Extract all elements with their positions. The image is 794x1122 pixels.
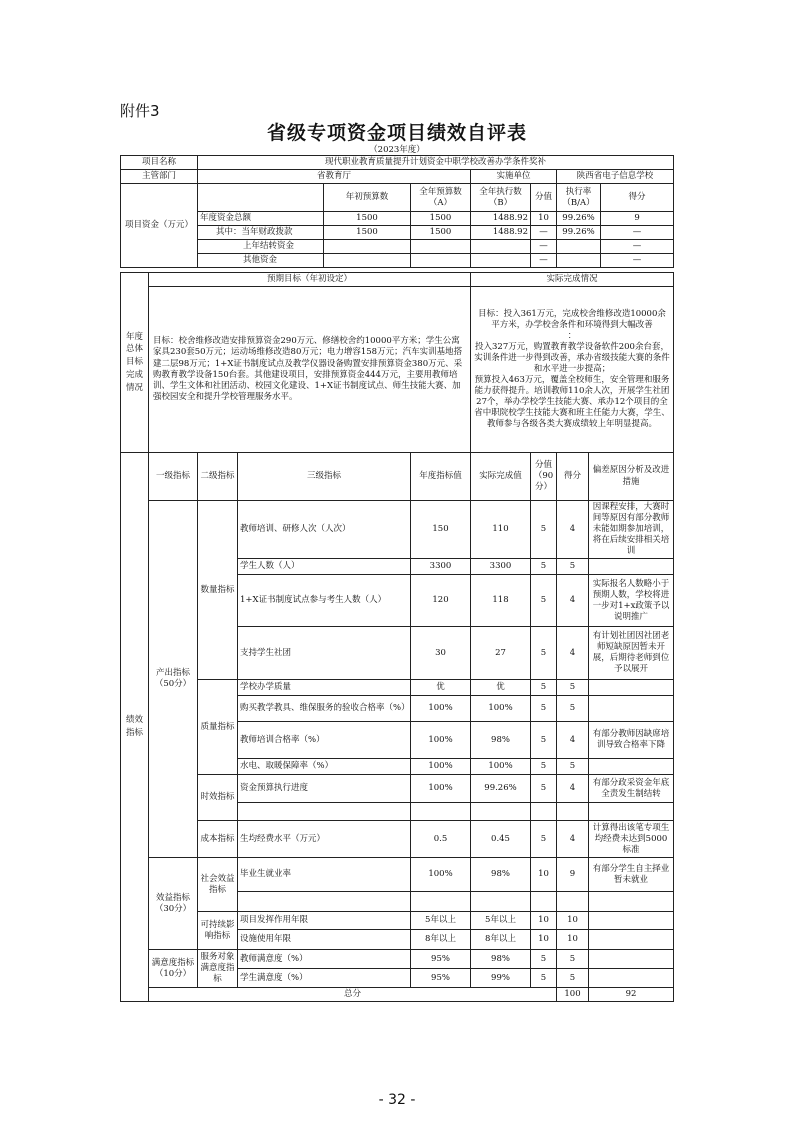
funds-row-score-value: —: [531, 254, 557, 268]
indicator-reason: 有计划社团因社团老师短缺原因暂未开展，后期待老师到位予以展开: [589, 627, 674, 680]
indicator-score: [557, 803, 589, 821]
indicator-score: 5: [557, 559, 589, 575]
indicator-score-value: 5: [531, 680, 557, 696]
funds-row-initial: 1500: [324, 226, 411, 240]
funds-row-annual: 1500: [411, 212, 471, 226]
funds-row-rate: [557, 240, 601, 254]
table-row: [121, 775, 674, 803]
attachment-label: 附件3: [120, 102, 160, 120]
dept-value: 省教育厅: [198, 170, 471, 184]
expected-goal-text: 目标：校舍维修改造安排预算资金290万元、修缮校舍约10000平方米；学生公寓家具230套50万元；运动场维修改造80万元；电力增容158万元；汽车实训基地搭建二层98万元；1+X证书制度试点及教学仪器设备购置安排预算资金380万元、采购教育教学设备150台套。其他建设项目，安排预算资金444万元，主要用教师培训、学生文体和社团活动、校园文化建设、1+X证书制度试点、师生技能大赛、加强校园安全和提升学校管理服务水平。: [149, 287, 471, 453]
total-score: 92: [589, 988, 674, 1002]
funds-row-rate: 99.26%: [557, 226, 601, 240]
indicator-score-value: 5: [531, 821, 557, 858]
header-level2: 二级指标: [198, 453, 238, 501]
indicator-name: 生均经费水平（万元）: [238, 821, 411, 858]
indicator-target: 100%: [411, 722, 471, 759]
indicator-target: [411, 803, 471, 821]
funds-row-rate: 99.26%: [557, 212, 601, 226]
group-service: 服务对象满意度指标: [198, 950, 238, 988]
total-score-value: 100: [557, 988, 589, 1002]
funds-row: [121, 240, 674, 254]
funds-row-initial: [324, 254, 411, 268]
funds-header-rate: 执行率（B/A）: [557, 184, 601, 212]
funds-row-executed: 1488.92: [471, 212, 531, 226]
expected-header: 预期目标（年初设定）: [149, 273, 471, 287]
indicator-score-value: 5: [531, 775, 557, 803]
indicator-target: 95%: [411, 969, 471, 988]
indicator-name: 资金预算执行进度: [238, 775, 411, 803]
header-score: 得分: [557, 453, 589, 501]
indicator-score-value: 5: [531, 969, 557, 988]
indicator-actual: 99.26%: [471, 775, 531, 803]
funds-row-name: 上年结转资金: [198, 240, 324, 254]
indicator-name: 教师培训合格率（%）: [238, 722, 411, 759]
indicator-score: 5: [557, 969, 589, 988]
indicator-name: [238, 803, 411, 821]
indicator-name: 教师培训、研修人次（人次）: [238, 501, 411, 559]
indicator-name: [238, 892, 411, 912]
indicator-name: 购买教学教具、维保服务的验收合格率（%）: [238, 696, 411, 722]
indicator-target: [411, 892, 471, 912]
indicator-score-value: [531, 892, 557, 912]
indicator-target: 100%: [411, 858, 471, 892]
funds-row-score-value: —: [531, 240, 557, 254]
indicator-actual: 27: [471, 627, 531, 680]
indicator-actual: 优: [471, 680, 531, 696]
indicator-actual: 98%: [471, 858, 531, 892]
indicator-name: 学生人数（人）: [238, 559, 411, 575]
indicator-target: 5年以上: [411, 912, 471, 930]
indicator-score-value: 10: [531, 858, 557, 892]
funds-row-executed: [471, 254, 531, 268]
funds-row-score: —: [601, 254, 674, 268]
indicator-target: 3300: [411, 559, 471, 575]
funds-row-annual: [411, 254, 471, 268]
group-satisfaction: 满意度指标（10分）: [149, 950, 198, 988]
project-name-label: 项目名称: [121, 156, 198, 170]
funds-row-executed: [471, 240, 531, 254]
group-quantity: 数量指标: [198, 501, 238, 680]
group-quality: 质量指标: [198, 680, 238, 775]
indicator-actual: [471, 803, 531, 821]
indicator-target: 30: [411, 627, 471, 680]
indicators-section-label: 绩效指标: [121, 453, 149, 1002]
actual-paragraph: ：: [567, 330, 577, 341]
indicator-name: 设施使用年限: [238, 930, 411, 950]
funds-row-name: 其他资金: [198, 254, 324, 268]
funds-row-rate: [557, 254, 601, 268]
indicator-target: 8年以上: [411, 930, 471, 950]
actual-paragraph: 27个，举办学校学生技能大赛、承办12个项目的全省中职院校学生技能大赛和班主任能力大赛，学生、教师参与各级各类大赛成绩较上年明显提高。: [474, 397, 670, 430]
funds-header-initial: 年初预算数: [324, 184, 411, 212]
goals-table: [120, 272, 674, 453]
indicator-target: 95%: [411, 950, 471, 969]
indicator-score: 5: [557, 680, 589, 696]
document-year: （2023年度）: [369, 145, 425, 155]
header-actual: 实际完成值: [471, 453, 531, 501]
funds-header-executed: 全年执行数（B）: [471, 184, 531, 212]
indicator-actual: 100%: [471, 696, 531, 722]
indicator-actual: 118: [471, 575, 531, 627]
header-score-value: 分值（90分）: [531, 453, 557, 501]
funds-row-score: 9: [601, 212, 674, 226]
funds-row: [121, 226, 674, 240]
indicator-target: 100%: [411, 696, 471, 722]
header-level3: 三级指标: [238, 453, 411, 501]
indicator-name: 毕业生就业率: [238, 858, 411, 892]
indicators-table: [120, 452, 674, 1002]
actual-completion: [471, 287, 674, 453]
indicator-target: 100%: [411, 759, 471, 775]
indicator-reason: 有部分学生自主择业暂未就业: [589, 858, 674, 892]
group-cost: 成本指标: [198, 821, 238, 858]
indicator-reason: [589, 759, 674, 775]
header-reason: 偏差原因分析及改进措施: [589, 453, 674, 501]
indicator-reason: [589, 803, 674, 821]
funds-row-initial: [324, 240, 411, 254]
indicator-name: 支持学生社团: [238, 627, 411, 680]
header-level1: 一级指标: [149, 453, 198, 501]
group-sustain: 可持续影响指标: [198, 912, 238, 950]
indicator-actual: 98%: [471, 722, 531, 759]
indicator-score-value: 5: [531, 575, 557, 627]
indicator-reason: 实际报名人数略小于预期人数，学校将进一步对1+x政策予以说明推广: [589, 575, 674, 627]
document-title: 省级专项资金项目绩效自评表: [266, 122, 527, 144]
table-row: [121, 858, 674, 892]
indicator-score: 5: [557, 696, 589, 722]
funds-row-annual: [411, 240, 471, 254]
indicator-score: 4: [557, 722, 589, 759]
indicator-actual: 3300: [471, 559, 531, 575]
funds-table: [120, 155, 674, 268]
table-row: [121, 501, 674, 559]
funds-row-score: —: [601, 226, 674, 240]
indicator-score-value: 5: [531, 759, 557, 775]
dept-label: 主管部门: [121, 170, 198, 184]
indicator-reason: 计算得出该笔专项生均经费未达到5000标准: [589, 821, 674, 858]
actual-paragraph: 投入327万元，购置教育教学设备软件200余台套，实训条件进一步得到改善，承办省级技能大赛的条件和水平进一步提高；: [474, 341, 670, 375]
unit-value: 陕西省电子信息学校: [557, 170, 674, 184]
indicator-score-value: 5: [531, 501, 557, 559]
indicator-score: 4: [557, 821, 589, 858]
group-timeliness: 时效指标: [198, 775, 238, 821]
indicator-reason: 因课程安排，大赛时间等原因有部分教师未能如期参加培训，将在后续安排相关培训: [589, 501, 674, 559]
indicator-score: 9: [557, 858, 589, 892]
indicator-score: [557, 892, 589, 912]
indicator-reason: [589, 912, 674, 930]
actual-paragraph: 预算投入463万元，覆盖全校师生，安全管理和服务能力获得提升。培训教师110余人次，开展学生社团: [474, 375, 670, 397]
indicator-target: 优: [411, 680, 471, 696]
indicator-score: 4: [557, 775, 589, 803]
indicator-reason: [589, 892, 674, 912]
indicator-actual: 5年以上: [471, 912, 531, 930]
table-row: [121, 821, 674, 858]
indicator-score: 10: [557, 930, 589, 950]
indicator-reason: 有部分政采资金年底全责发生制结转: [589, 775, 674, 803]
page-number: - 32 -: [378, 1092, 416, 1108]
goals-label: 年度总体目标完成情况: [121, 273, 149, 453]
actual-paragraph: 目标：投入361万元，完成校舍维修改造10000余平方米，办学校舍条件和环境得到大幅改善: [478, 308, 666, 330]
table-row: [121, 912, 674, 930]
indicator-actual: 0.45: [471, 821, 531, 858]
funds-row-initial: 1500: [324, 212, 411, 226]
indicator-actual: [471, 892, 531, 912]
table-row: [121, 680, 674, 696]
funds-row: [121, 212, 674, 226]
indicator-score-value: [531, 803, 557, 821]
funds-row: [121, 254, 674, 268]
indicator-name: 学校办学质量: [238, 680, 411, 696]
group-social: 社会效益指标: [198, 858, 238, 912]
indicator-score: 4: [557, 627, 589, 680]
indicator-reason: [589, 696, 674, 722]
indicator-score-value: 10: [531, 912, 557, 930]
indicator-target: 100%: [411, 775, 471, 803]
project-name: 现代职业教育质量提升计划资金中职学校改善办学条件奖补: [198, 156, 674, 170]
funds-label: 项目资金（万元）: [121, 184, 198, 268]
indicator-score-value: 5: [531, 559, 557, 575]
group-benefit: 效益指标（30分）: [149, 858, 198, 950]
unit-label: 实施单位: [471, 170, 557, 184]
indicator-name: 1+X证书制度试点参与考生人数（人）: [238, 575, 411, 627]
indicator-name: 学生满意度（%）: [238, 969, 411, 988]
indicator-reason: 有部分教师因缺席培训导致合格率下降: [589, 722, 674, 759]
funds-header-empty: [198, 184, 324, 212]
funds-header-score: 得分: [601, 184, 674, 212]
indicator-actual: 110: [471, 501, 531, 559]
indicator-actual: 98%: [471, 950, 531, 969]
group-output: 产出指标（50分）: [149, 501, 198, 858]
indicator-score: 5: [557, 950, 589, 969]
indicator-score-value: 5: [531, 696, 557, 722]
funds-row-annual: 1500: [411, 226, 471, 240]
indicator-reason: [589, 930, 674, 950]
total-row: [121, 988, 674, 1002]
funds-row-name: 其中：当年财政拨款: [198, 226, 324, 240]
indicator-target: 0.5: [411, 821, 471, 858]
indicator-target: 120: [411, 575, 471, 627]
indicator-score: 10: [557, 912, 589, 930]
indicator-target: 150: [411, 501, 471, 559]
funds-header-annual: 全年预算数（A）: [411, 184, 471, 212]
funds-row-score-value: —: [531, 226, 557, 240]
funds-row-name: 年度资金总额: [198, 212, 324, 226]
indicator-score: 4: [557, 575, 589, 627]
indicator-score-value: 5: [531, 950, 557, 969]
header-target: 年度指标值: [411, 453, 471, 501]
indicator-score-value: 10: [531, 930, 557, 950]
funds-row-score-value: 10: [531, 212, 557, 226]
indicator-actual: 8年以上: [471, 930, 531, 950]
funds-row-executed: 1488.92: [471, 226, 531, 240]
indicator-score-value: 5: [531, 722, 557, 759]
indicator-score: 4: [557, 501, 589, 559]
indicator-name: 项目发挥作用年限: [238, 912, 411, 930]
indicator-actual: 99%: [471, 969, 531, 988]
funds-row-score: —: [601, 240, 674, 254]
indicator-name: 水电、取暖保障率（%）: [238, 759, 411, 775]
indicator-reason: [589, 680, 674, 696]
table-row: [121, 950, 674, 969]
indicator-score: 5: [557, 759, 589, 775]
indicator-reason: [589, 559, 674, 575]
funds-header-score-value: 分值: [531, 184, 557, 212]
indicator-actual: 100%: [471, 759, 531, 775]
actual-header: 实际完成情况: [471, 273, 674, 287]
indicator-reason: [589, 950, 674, 969]
indicator-name: 教师满意度（%）: [238, 950, 411, 969]
indicator-reason: [589, 969, 674, 988]
indicator-score-value: 5: [531, 627, 557, 680]
total-label: 总分: [149, 988, 557, 1002]
